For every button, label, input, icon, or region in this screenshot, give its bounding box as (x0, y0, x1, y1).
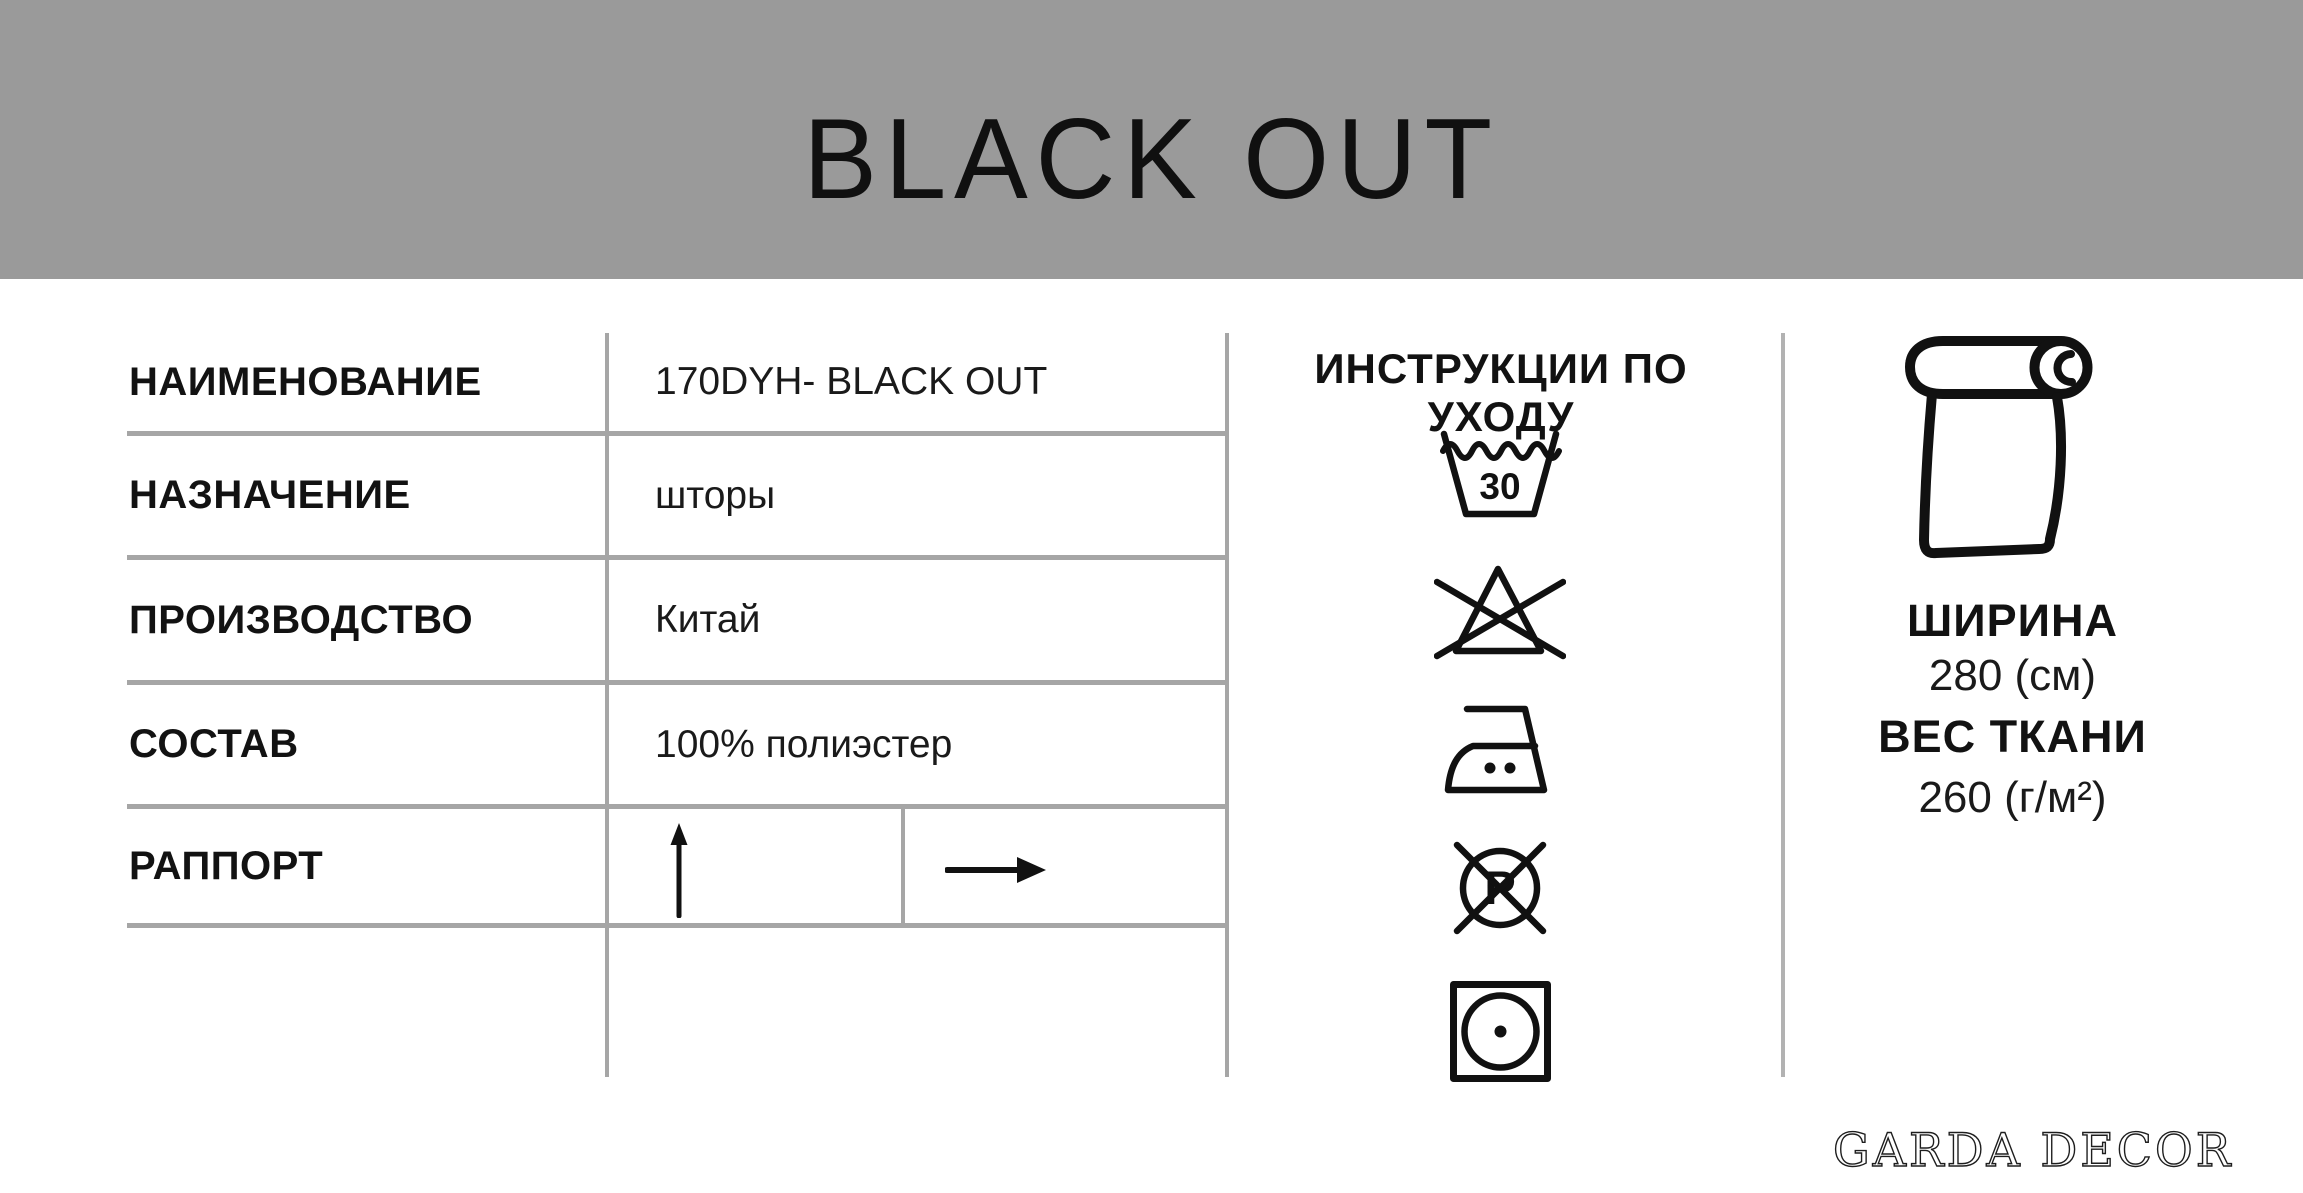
repeat-horizontal-arrow-icon (945, 852, 1047, 888)
svg-text:30: 30 (1479, 466, 1521, 507)
iron-two-dots-icon (1440, 702, 1561, 795)
width-label: ШИРИНА (1907, 595, 2118, 646)
wash-30-icon (1437, 426, 1563, 520)
row-label-composition: СОСТАВ (129, 722, 299, 766)
do-not-bleach-icon (1434, 561, 1566, 660)
fabric-weight-value: 260 (г/м²) (1918, 773, 2107, 822)
row-value-production: Китай (655, 598, 761, 641)
care-heading: ИНСТРУКЦИИ ПО УХОДУ (1314, 345, 1688, 440)
table-vertical-divider (605, 333, 609, 1077)
svg-text:P: P (1484, 861, 1516, 914)
row-value-name: 170DYH- BLACK OUT (655, 360, 1048, 403)
brand-logo: GARDA DECOR (1833, 1123, 2234, 1177)
row-label-purpose: НАЗНАЧЕНИЕ (129, 473, 411, 517)
repeat-vertical-arrow-icon (661, 822, 697, 918)
do-not-dry-clean-icon (1450, 838, 1550, 938)
spec-table (127, 333, 1231, 1077)
page-title: BLACK OUT (803, 96, 1500, 223)
fabric-roll-icon (1893, 328, 2125, 563)
width-value: 280 (см) (1928, 651, 2097, 700)
rapport-cell-divider (901, 804, 905, 923)
row-value-composition: 100% полиэстер (655, 722, 953, 766)
tumble-dry-one-dot-icon (1449, 980, 1552, 1083)
row-label-rapport: РАППОРТ (129, 843, 324, 888)
table-row-divider (127, 923, 1229, 928)
row-label-name: НАИМЕНОВАНИЕ (129, 359, 482, 404)
care-section-divider (1781, 333, 1785, 1077)
row-label-production: ПРОИЗВОДСТВО (129, 597, 474, 642)
fabric-weight-label: ВЕС ТКАНИ (1878, 711, 2147, 762)
row-value-purpose: шторы (655, 473, 776, 517)
table-right-border (1225, 333, 1229, 1077)
